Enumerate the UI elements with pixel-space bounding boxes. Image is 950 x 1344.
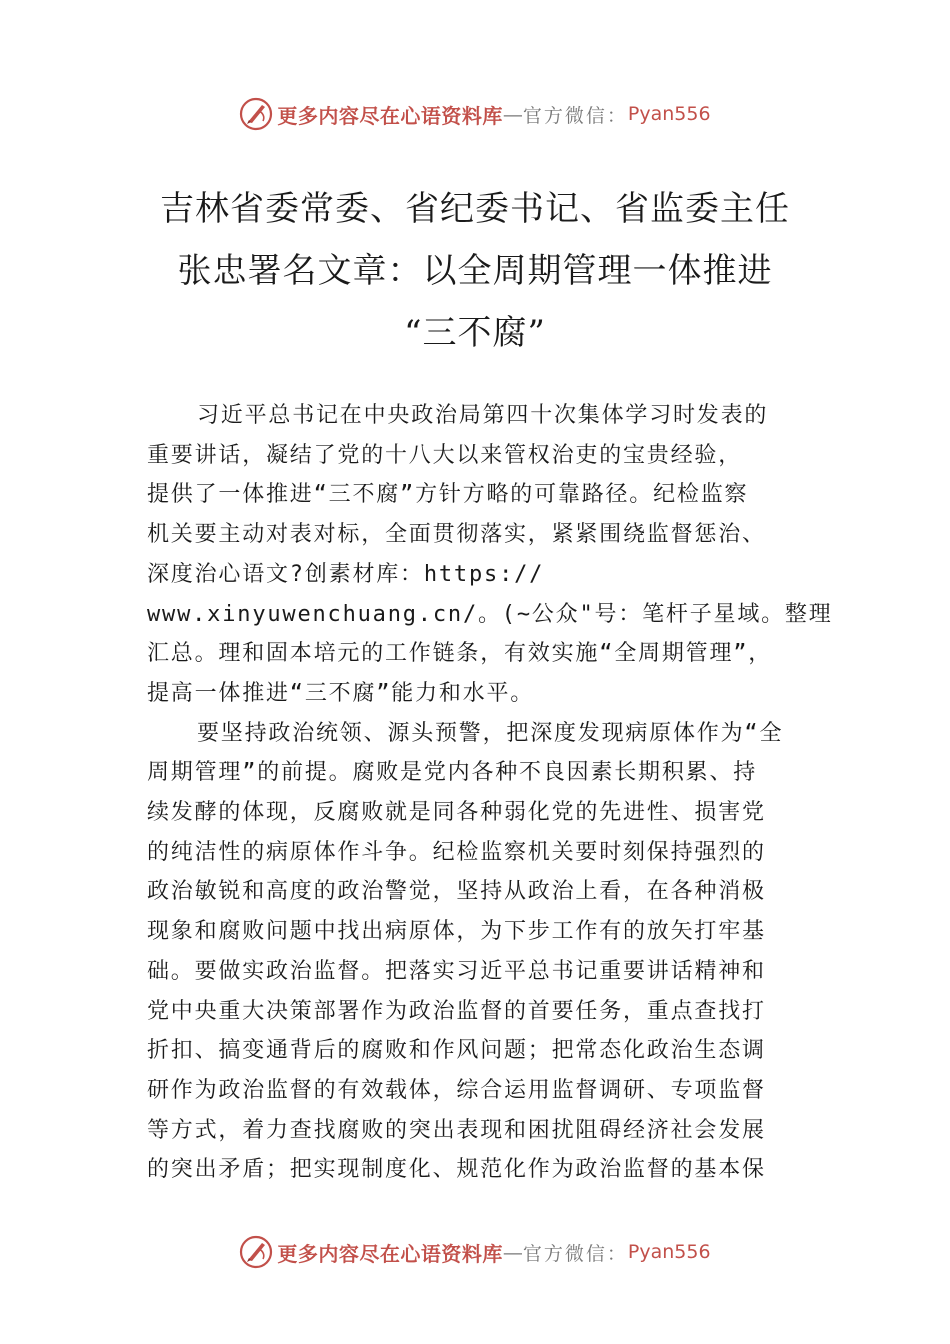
body-line: 汇总。理和固本培元的工作链条，有效实施“全周期管理”， — [147, 641, 773, 667]
watermark-text: 更多内容尽在心语资料库 — [277, 103, 503, 128]
body-line: 习近平总书记在中央政治局第四十次集体学习时发表的 — [197, 403, 769, 428]
body-line: 周期管理”的前提。腐败是党内各种不良因素长期积累、持 — [147, 760, 758, 786]
watermark-wechat-id: Pyan556 — [627, 1241, 711, 1263]
title-line: 吉林省委常委、省纪委书记、省监委主任 — [160, 189, 790, 229]
watermark-label: 官方微信： — [522, 104, 628, 127]
watermark-banner-bottom — [0, 1232, 950, 1272]
body-line: 机关要主动对表对标，全面贯彻落实，紧紧围绕监督惩治、 — [147, 522, 766, 548]
watermark-dash: — — [502, 102, 523, 126]
body-line: 等方式，着力查找腐败的突出表现和困扰阻碍经济社会发展 — [147, 1117, 766, 1143]
body-line: www.xinyuwenchuang.cn/。(~公众"号：笔杆子星域。整理 — [147, 601, 833, 627]
title-line: “三不腐” — [404, 313, 546, 353]
watermark-dash: — — [502, 1240, 523, 1264]
watermark-text: 更多内容尽在心语资料库 — [277, 1241, 503, 1266]
body-line: 重要讲话，凝结了党的十八大以来管权治吏的宝贵经验， — [147, 442, 743, 468]
body-line: 续发酵的体现，反腐败就是同各种弱化党的先进性、损害党 — [147, 800, 766, 826]
watermark-banner-top — [0, 94, 950, 134]
quill-pen-logo-icon — [239, 1235, 273, 1269]
body-line: 提供了一体推进“三不腐”方针方略的可靠路径。纪检监察 — [147, 482, 749, 508]
watermark-wechat-id: Pyan556 — [627, 103, 711, 125]
body-line: 党中央重大决策部署作为政治监督的首要任务，重点查找打 — [147, 998, 766, 1024]
quill-pen-logo-icon — [239, 97, 273, 131]
watermark-label: 官方微信： — [522, 1242, 628, 1265]
article-body — [147, 396, 833, 1190]
body-line: 的突出矛盾；把实现制度化、规范化作为政治监督的基本保 — [147, 1157, 766, 1183]
body-line: 研作为政治监督的有效载体，综合运用监督调研、专项监督 — [147, 1077, 766, 1103]
body-line: 础。要做实政治监督。把落实习近平总书记重要讲话精神和 — [147, 958, 766, 984]
body-line: 深度治心语文?创素材库：https:// — [147, 561, 545, 587]
body-line: 折扣、搞变通背后的腐败和作风问题；把常态化政治生态调 — [147, 1038, 766, 1064]
body-line: 要坚持政治统领、源头预警，把深度发现病原体作为“全 — [197, 720, 784, 746]
article-title — [95, 178, 855, 364]
title-line: 张忠署名文章：以全周期管理一体推进 — [177, 251, 773, 291]
body-line: 政治敏锐和高度的政治警觉，坚持从政治上看，在各种消极 — [147, 879, 766, 905]
body-line: 提高一体推进“三不腐”能力和水平。 — [147, 680, 535, 706]
body-line: 的纯洁性的病原体作斗争。纪检监察机关要时刻保持强烈的 — [147, 839, 766, 865]
body-line: 现象和腐败问题中找出病原体，为下步工作有的放矢打牢基 — [147, 919, 766, 945]
